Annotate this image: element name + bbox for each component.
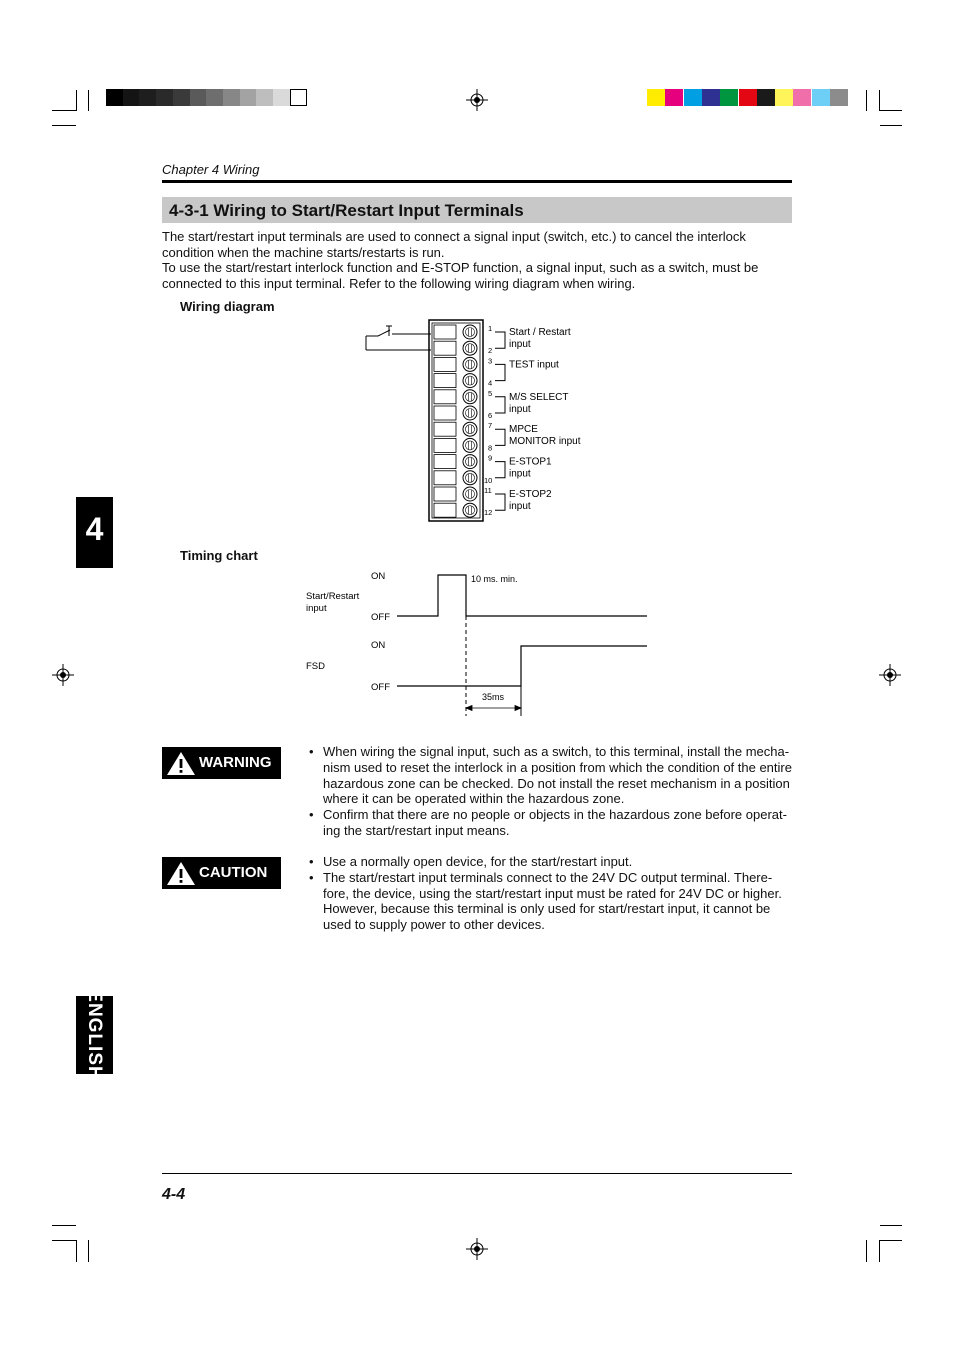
crop-mark	[866, 1240, 867, 1262]
group-label-line1: MPCE	[509, 424, 538, 436]
wiring-diagram	[360, 316, 600, 526]
caution-triangle-icon	[166, 861, 196, 886]
color-swatch	[793, 89, 811, 106]
group-label-line2: MONITOR input	[509, 436, 581, 448]
crop-mark	[88, 90, 89, 111]
color-swatch	[647, 89, 665, 106]
language-tab-label: ENGLISH	[84, 989, 105, 1081]
group-label-line1: E-STOP1	[509, 456, 552, 468]
gray-swatch	[173, 89, 190, 106]
pin-number: 8	[488, 443, 493, 453]
pin-number: 12	[484, 508, 493, 518]
terminal-pin	[434, 341, 477, 355]
gray-swatch	[223, 89, 240, 106]
pin-number: 4	[488, 378, 493, 388]
color-swatch	[775, 89, 793, 106]
color-swatch	[720, 89, 738, 106]
crop-mark	[880, 1225, 902, 1226]
signal2-on-label: ON	[371, 640, 386, 651]
registration-mark-icon	[879, 664, 901, 686]
group-bracket	[495, 364, 505, 380]
signal1-label-line2: input	[306, 603, 327, 614]
pin-number: 3	[488, 356, 493, 366]
crop-mark	[866, 90, 867, 111]
switch-symbol	[366, 326, 431, 350]
terminal-pin	[434, 390, 477, 404]
registration-mark-icon	[466, 89, 488, 111]
terminal-pin	[434, 471, 477, 485]
group-bracket	[495, 397, 505, 413]
color-swatch	[757, 89, 775, 106]
color-swatch	[665, 89, 683, 106]
terminal-pin	[434, 487, 477, 501]
signal1-label-line1: Start/Restart	[306, 591, 360, 602]
crop-mark	[880, 1240, 902, 1241]
timing-chart-heading: Timing chart	[180, 548, 258, 563]
intro-paragraph-2: To use the start/restart interlock function and E-STOP function, a signal input, such as a switch, must be connected to this input terminal. Refer to the following wiring diagram when wiring.	[162, 260, 759, 291]
crop-mark	[76, 90, 77, 111]
signal1-on-label: ON	[371, 571, 386, 582]
terminal-pin	[434, 325, 477, 339]
crop-mark	[52, 1225, 76, 1226]
wiring-diagram-heading: Wiring diagram	[180, 299, 275, 314]
caution-list	[307, 854, 797, 933]
group-label-line1: M/S SELECT	[509, 391, 569, 403]
group-label-line2: input	[509, 468, 531, 480]
warning-label: WARNING	[199, 754, 272, 771]
crop-mark	[879, 1240, 880, 1262]
group-bracket	[495, 332, 505, 348]
color-swatch	[702, 89, 720, 106]
gray-swatch	[240, 89, 257, 106]
registration-mark-icon	[52, 664, 74, 686]
timing-chart	[300, 564, 660, 719]
group-label-line2: input	[509, 501, 531, 512]
crop-mark	[879, 90, 880, 111]
terminal-pin	[434, 357, 477, 371]
terminal-pin	[434, 438, 477, 452]
language-tab	[76, 989, 113, 1081]
color-swatch	[830, 89, 848, 106]
pin-number: 10	[484, 475, 493, 485]
warning-item: • Confirm that there are no people or objects in the hazardous zone before operat-ing the start/restart input means.	[307, 807, 797, 839]
pin-number: 9	[488, 453, 493, 463]
chapter-tab	[76, 497, 113, 568]
pin-number: 7	[488, 421, 493, 431]
fsd-waveform	[397, 646, 647, 686]
warning-badge	[162, 747, 281, 779]
crop-mark	[52, 110, 76, 111]
pin-number: 1	[488, 324, 493, 333]
gray-swatch	[123, 89, 140, 106]
terminal-pin	[434, 422, 477, 436]
signal2-off-label: OFF	[371, 682, 390, 693]
page-number: 4-4	[162, 1186, 186, 1203]
terminal-pin	[434, 503, 477, 517]
chapter-header: Chapter 4 Wiring	[162, 162, 260, 177]
crop-mark	[880, 110, 902, 111]
crop-mark	[880, 125, 902, 126]
group-label-line1: TEST input	[509, 359, 559, 371]
crop-mark	[52, 1240, 76, 1241]
group-label-line2: input	[509, 339, 531, 350]
group-label-line1: E-STOP2	[509, 489, 552, 500]
gray-swatch	[273, 89, 290, 106]
color-swatch	[684, 89, 702, 106]
signal1-off-label: OFF	[371, 612, 390, 623]
pin-number: 5	[488, 388, 493, 398]
gray-swatch	[206, 89, 223, 106]
caution-item: • The start/restart input terminals connect to the 24V DC output terminal. There-fore, the device, using the start/restart input must be rated for 24V DC or higher. However, because this terminal is only used for start/restart input, it cannot be used to supply power to other devices.	[307, 870, 797, 933]
group-label-line2: input	[509, 403, 531, 415]
crop-mark	[52, 125, 76, 126]
warning-triangle-icon	[166, 751, 196, 776]
footer-rule	[162, 1173, 792, 1174]
group-label-line1: Start / Restart	[509, 327, 571, 338]
group-bracket	[495, 429, 505, 445]
terminal-pin	[434, 374, 477, 388]
gray-swatch	[106, 89, 123, 106]
pin-number: 6	[488, 411, 493, 420]
gray-swatch	[290, 89, 307, 106]
caution-badge	[162, 857, 281, 889]
gray-swatch	[256, 89, 273, 106]
group-bracket	[495, 494, 505, 510]
signal2-label: FSD	[306, 661, 325, 672]
pulse-width-note: 10 ms. min.	[471, 574, 518, 584]
gray-swatch	[156, 89, 173, 106]
chapter-tab-label: 4	[85, 511, 104, 547]
caution-item: • Use a normally open device, for the start/restart input.	[307, 854, 797, 870]
group-bracket	[495, 462, 505, 478]
gray-swatch	[190, 89, 207, 106]
delay-label: 35ms	[482, 692, 505, 702]
caution-label: CAUTION	[199, 864, 268, 881]
start-restart-waveform	[397, 575, 647, 616]
intro-paragraph-1: The start/restart input terminals are used to connect a signal input (switch, etc.) to cancel the interlock condition when the machine starts/restarts is run.	[162, 229, 746, 260]
warning-list	[307, 744, 797, 839]
delay-dimension	[466, 706, 521, 711]
color-swatch	[739, 89, 757, 106]
section-title: 4-3-1 Wiring to Start/Restart Input Terminals	[169, 201, 524, 220]
pin-number: 11	[484, 486, 492, 495]
terminal-pin	[434, 455, 477, 469]
pin-number: 2	[488, 346, 493, 356]
color-swatch	[812, 89, 830, 106]
crop-mark	[88, 1240, 89, 1262]
terminal-pin	[434, 406, 477, 420]
registration-mark-icon	[466, 1238, 488, 1260]
header-rule	[162, 180, 792, 183]
gray-swatch	[139, 89, 156, 106]
warning-item: • When wiring the signal input, such as a switch, to this terminal, install the mecha-nism used to reset the interlock in a position from which the condition of the entire hazardous zone can be checked. Do not install the reset mechanism in a position where it can be operated within the hazardous zone.	[307, 744, 797, 807]
crop-mark	[76, 1240, 77, 1262]
